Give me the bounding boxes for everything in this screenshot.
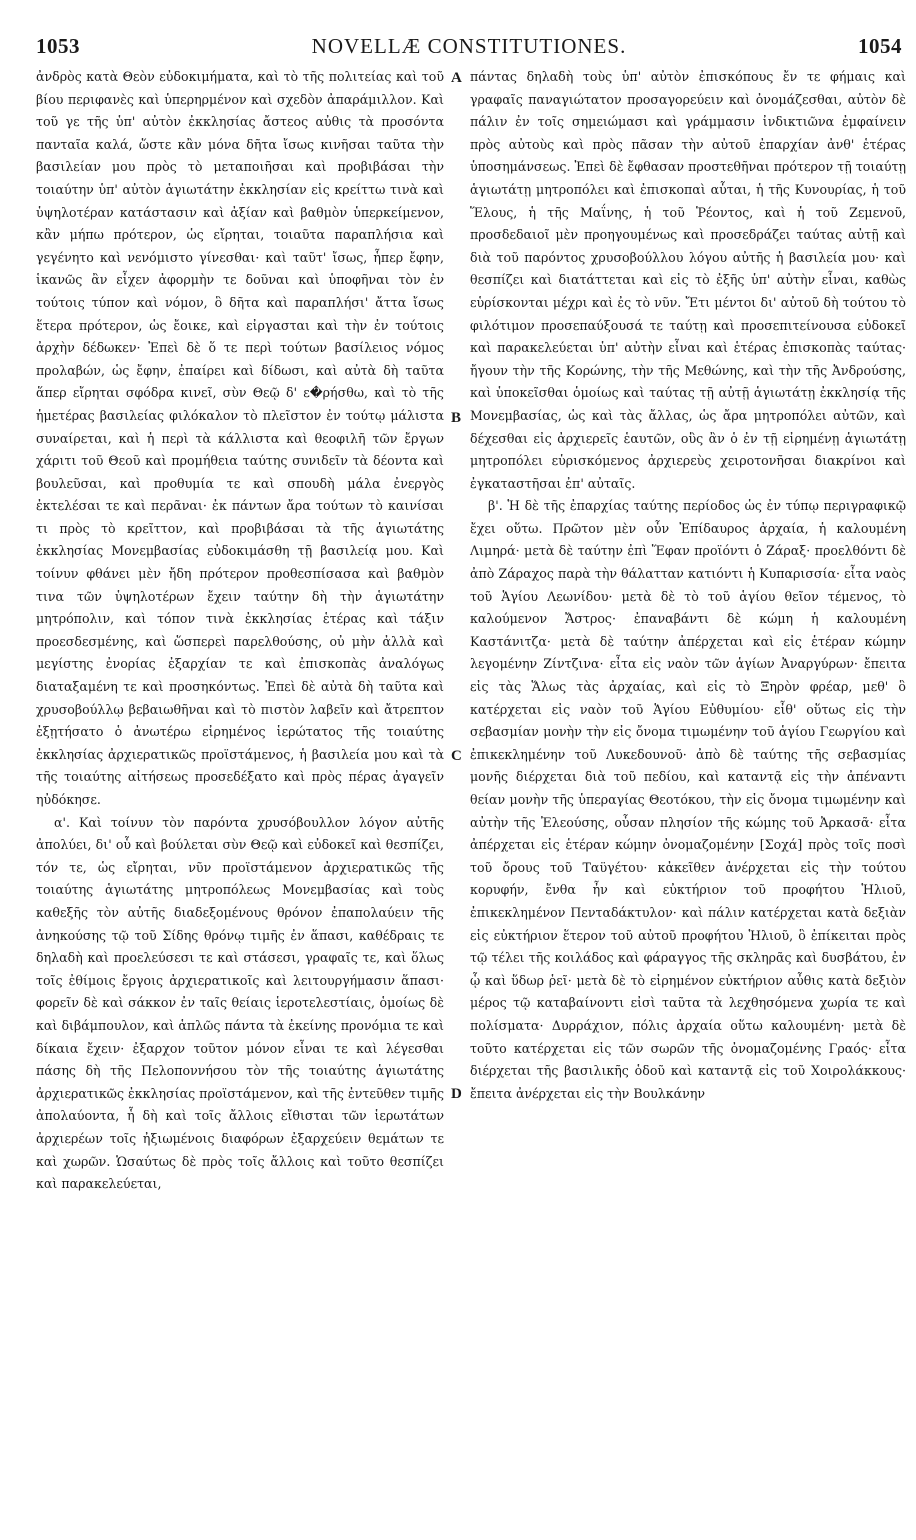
running-title: NOVELLÆ CONSTITUTIONES.	[311, 34, 627, 58]
right-page-number: 1054	[858, 34, 902, 58]
margin-letter-a: A	[451, 70, 462, 86]
left-page-number: 1053	[36, 34, 80, 58]
margin-letter-d: D	[451, 1086, 462, 1102]
left-column	[36, 66, 444, 1196]
right-paragraph-beta: β'. Ἡ δὲ τῆς ἐπαρχίας ταύτης περίοδος ὡς ἐν τύπῳ περιγραφικῷ ἔχει οὕτω. Πρῶτον μὲν οὖν Ἐπίδαυρος ἀρχαία, ἡ καλουμένη Λιμηρά· μετὰ δὲ ταύτην ἐπὶ Ἕφαν προϊόντι ὁ Ζάραξ· προελθόντι δὲ ἀπὸ Ζάραχος παρὰ τὴν θάλατταν κατιόντι ἡ Κυπαρισσία· εἶτα ναὸς τοῦ Ἁγίου Λεωνίδου· μετὰ δὲ τὸ τοῦ ἁγίου θεῖον τέμενος, τὸ καλούμενον Ἄστρος· ἐπαναβάντι δὲ κώμη ἡ καλουμένη Καστάνιτζα· μετὰ δὲ ταύτην ἀπέρχεται καὶ εἰς ἑτέραν κώμην λεγομένην Ζίντζινα· εἶτα εἰς ναὸν τῶν ἁγίων Ἀναργύρων· ἔπειτα εἰς τὰς Ἅλως τὰς ἀρχαίας, καὶ εἰς τὸ Ξηρὸν φρέαρ, μεθ' ὃ κατέρχεται εἰς ναὸν τοῦ Ἁγίου Εὐθυμίου· εἶθ' οὕτως εἰς τὴν σεβασμίαν μονὴν τὴν εἰς ὄνομα τιμωμένην τοῦ ἁγίου Γεωργίου καὶ ἐπικεκλημένην τοῦ Λυκεδουνοῦ· ἀπὸ δὲ ταύτης τῆς σεβασμίας μονῆς διέρχεται διὰ τοῦ πεδίου, καὶ καταντᾷ εἰς τὴν ἀπέναντι θείαν μονὴν τῆς ὑπεραγίας Θεοτόκου, τὴν εἰς ὄνομα τιμωμένην καὶ αὐτὴν τῆς Ἐλεούσης, οὖσαν πλησίον τῆς κώμης τοῦ Ἀρκασᾶ· εἶτα ἀπέρχεται εἰς ἑτέραν κώμην ὀνομαζομένην [Σοχά] πρὸς τοῖς ποσὶ τοῦ ὄρους τοῦ Ταϋγέτου· κἀκεῖθεν ἀνέρχεται εἰς τὴν τούτου κορυφήν, ἔνθα ἦν καὶ εὐκτήριον τοῦ προφήτου Ἡλιοῦ, ἐπικεκλημένον Πενταδάκτυλον· καὶ πάλιν κατέρχεται κατὰ δεξιὰν εἰς εὐκτήριον ἕτερον τοῦ αὐτοῦ προφήτου Ἡλιοῦ, ὃ ἐπίκειται πρὸς τῷ τέλει τῆς κοιλάδος καὶ φάραγγος τῆς σκληρᾶς καὶ δυσβάτου, ἐν ᾧ καὶ ὕδωρ ῥεῖ· μετὰ δὲ τὸ εἰρημένον εὐκτήριον αὖθις κατὰ δεξιὸν μέρος τῷ καταβαίνοντι εἰσὶ ταῦτα τὰ λεχθησόμενα χωρία τε καὶ πολίσματα· Δυρράχιον, πόλις ἀρχαία οὕτω καλουμένη· μετὰ δὲ τοῦτο κατέρχεται εἰς τῶν σωρῶν τῆς ὀνομαζομένης Γραός· εἶτα διέρχεται τῆς βασιλικῆς ὁδοῦ καὶ καταντᾷ εἰς τοῦ Χοιρολάκκους· ἔπειτα ἀνέρχεται εἰς τὴν Βουλκάνην	[470, 498, 906, 1101]
left-paragraph-preamble: ἀνδρὸς κατὰ Θεὸν εὐδοκιμήματα, καὶ τὸ τῆς πολιτείας καὶ τοῦ βίου περιφανὲς καὶ ὑπερηρμένον καὶ σχεδὸν ἀπαράμιλλον. Καὶ τοῦ γε τῆς ὑπ' αὐτὸν ἐκκλησίας ἄστεος αὐθις τὰ προσόντα πανταῖα καλά, ὥστε κἂν μόνα δῆτα ἴσως κινῆσαι ταῦτα τὴν βασιλείαν μου πρὸς τὸ μεταποιῆσαι καὶ προβιβάσαι τὴν τοιαύτην ὑπ' αὐτὸν ἁγιωτάτην ἐκκλησίαν εἰς κρείττω τινὰ καὶ ὑψηλοτέραν κατάστασιν καὶ ἀξίαν καὶ βαθμὸν ὑπερκείμενον, κἂν μήπω πρότερον, ὡς εἴρηται, τοιαῦτα παραπλήσια καὶ γεγένητο καὶ νενόμιστο γίνεσθαι· καὶ ταῦτ' ἴσως, ἧπερ ἔφην, ἱκανῶς ἂν εἶχεν ἀφορμὴν τε δοῦναι καὶ ὑποφῆναι τὸν ἐν τούτοις τύπον καὶ νόμον, ὃ δῆτα καὶ παραπλήσι' ἄττα ἴσως ἕτερα πρότερον, ὡς ἔοικε, καὶ εἰργασται καὶ τὴν ἐν τούτοις ἀρχὴν δέδωκεν· Ἐπεὶ δὲ ὅ τε περὶ τούτων βασίλειος νόμος προλαβών, ὡς ἔφην, ἐπαίρει καὶ δίδωσι, καὶ αὐτὰ δὴ ταῦτα ἅπερ εἴρηται σφόδρα κινεῖ, σὺν Θεῷ δ' ε�ρήσθω, καὶ τὸ τῆς ἡμετέρας βασιλείας φιλόκαλον τὸ πλεῖστον ἐν τούτῳ μάλιστα συναίρεται, καὶ ἡ περὶ τὰ κάλλιστα καὶ θεοφιλῆ τῶν ἔργων χάριτι τοῦ Θεοῦ καὶ προμήθεια ταύτης συνιδεῖν τὰ δέοντα καὶ βουλεῦσαι, καὶ προθυμία τε καὶ σπουδὴ μάλα ἐνεργὸς ἐκτελέσαι τε καὶ περᾶναι· ἐκ πάντων ἄρα τούτων τὸ καινίσαι τι πρὸς τὸ κρεῖττον, καὶ προβιβάσαι τὰ τῆς ἁγιωτάτης ἐκκλησίας Μονεμβασίας εὐδοκιμάσθη τῇ βασιλείᾳ μου. Καὶ τοίνυν φθάνει μὲν ἤδη πρότερον προθεσπίσασα καὶ βαθμὸν τινα τῶν ὑψηλοτέρων ἔχειν ταύτην δὴ τὴν ἁγιωτάτην μητρόπολιν, καὶ τόπον τινὰ ἐκκλησίας ἑτέρας καὶ τάξιν προεσδεσμένης, καὶ ὥσπερεὶ παρελθούσης, οὐ μὴν ἀλλὰ καὶ μεγίστης ἐνορίας ἐξαρχίαν τε καὶ ἐπισκοπὰς ἀναλόγως διαταξαμένη τε καὶ προσηκόντως. Ἐπεὶ δὲ αὐτὰ δὴ ταῦτα καὶ χρυσοβούλλῳ βεβαιωθῆναι καὶ τὸ πιστὸν λαβεῖν καὶ ἄτρεπτον ἐξῃτήσατο ὁ ἀνωτέρω εἰρημένος ἱερώτατος τῆς τοιαύτης ἐκκλησίας ἀρχιερατικῶς προϊστάμενος, ἡ βασιλεία μου καὶ τὰ τῆς τοιαύτης αἰτήσεως προσεδέξατο καὶ πρὸς πέρας ἀγαγεῖν ηὐδόκησε.	[36, 69, 444, 807]
left-paragraph-alpha: α'. Καὶ τοίνυν τὸν παρόντα χρυσόβουλλον λόγον αὐτῆς ἀπολύει, δι' οὗ καὶ βούλεται σὺν Θεῷ καὶ εὐδοκεῖ καὶ θεσπίζει, τόν τε, ὡς εἴρηται, νῦν προϊστάμενον ἀρχιερατικῶς τῆς τοιαύτης ἁγιωτάτης μητροπόλεως Μονεμβασίας καὶ τοὺς καθεξῆς τὸν αὐτῆς διαδεξομένους θρόνον ἐπαπολαύειν τῆς ἀνηκούσης τῷ τοῦ Σίδης θρόνῳ τιμῆς ἐν ἅπασι, καθέδραις τε δηλαδὴ καὶ προελεύσεσι τε καὶ στάσεσι, γραφαῖς τε, καὶ ὅλως τοῖς ἐθίμοις ἔργοις ἀρχιερατικοῖς καὶ λειτουργήμασιν ἅπασι· φορεῖν δὲ καὶ σάκκον ἐν ταῖς θείαις ἱεροτελεστίαις, ὁμοίως δὲ καὶ διβάμπουλον, καὶ ἁπλῶς πάντα τὰ ἐκείνης προνόμια τε καὶ δίκαια ἔχειν· ἐξαρχον τοῦτον μόνον εἶναι τε καὶ λέγεσθαι πάσης δὴ τῆς Πελοποννήσου τὸν τῆς τοιαύτης ἁγιωτάτης ἀρχιερατικῶς ἐκκλησίας προϊστάμενον, καὶ τῆς ἐντεῦθεν τιμῆς ἀπολαύοντα, ἧ δὴ καὶ τοῖς ἄλλοις εἴθισται τῶν ἱερωτάτων ἀρχιερέων τοῖς ἠξιωμένοις διαφόρων ἐξαρχεύειν θεμάτων τε καὶ χωρῶν. Ὡσαύτως δὲ πρὸς τοῖς ἄλλοις καὶ τοῦτο θεσπίζει καὶ παρακελεύεται,	[36, 814, 444, 1192]
page-header	[36, 34, 902, 64]
right-column	[470, 66, 906, 1105]
right-paragraph-continuation: πάντας δηλαδὴ τοὺς ὑπ' αὐτὸν ἐπισκόπους ἔν τε φήμαις καὶ γραφαῖς παναγιώτατον προσαγορεύειν καὶ ὀνομάζεσθαι, αὐτὸν δὲ πάλιν ἐν τοῖς σημειώμασι καὶ γράμμασιν ἰνδικτιῶνα ἐμφαίνειν πρὸς αὐτοὺς καὶ πρὸς πᾶσαν τὴν αὐτοῦ ἐπαρχίαν ἀνθ' ἑτέρας ὑποσημάνσεως. Ἐπεὶ δὲ ἔφθασαν προστεθῆναι πρότερον τῇ τοιαύτῃ ἁγιωτάτῃ μητροπόλει καὶ ἐπισκοπαὶ αὗται, ἡ τῆς Κυνουρίας, ἡ τοῦ Ἕλους, ἡ τῆς Μαΐνης, ἡ τοῦ Ῥέοντος, καὶ ἡ τοῦ Ζεμενοῦ, προσδεδαιοῖ μὲν προηγουμένως καὶ προσεδράζει ταύτας αὐτῇ καὶ διὰ τοῦ παρόντος χρυσοβούλλου λόγου αὐτῆς ἡ βασιλεία μου· καὶ θεσπίζει καὶ διατάττεται καὶ εἰς τὸ ἐξῆς ὑπ' αὐτὴν εἶναι, καθὼς εὑρίσκονται μέχρι καὶ ἐς τὸ νῦν. Ἔτι μέντοι δι' αὐτοῦ δὴ τούτου τὸ φιλότιμον προσεπαύξουσά τε ταύτῃ καὶ προσεπιτείνουσα εὐδοκεῖ καὶ παρακελεύεται ὑπ' αὐτὴν εἶναι καὶ ἑτέρας ἐπισκοπὰς ταύτας· ἤγουν τὴν τῆς Κορώνης, τὴν τῆς Μεθώνης, καὶ τὴν τῆς Ἀνδρούσης, καὶ ὑποκεῖσθαι ὁμοίως καὶ ταύτας τῇ αὐτῇ ἁγιωτάτῃ ἐκκλησίᾳ τῆς Μονεμβασίας, ὡς καὶ τὰς ἄλλας, ὡς ἄρα μητροπόλει αὐτῶν, καὶ δέχεσθαι εἰς ἀρχιερεῖς ἑαυτῶν, οὓς ἂν ὁ ἐν τῇ εἰρημένῃ ἁγιωτάτῃ μητροπόλει εὑρισκόμενος ἀρχιερεὺς χειροτονῆσαι διακρίνοι καὶ ἐγκαταστῆσαι ἐπ' αὐταῖς.	[470, 69, 906, 491]
margin-letter-c: C	[451, 748, 462, 764]
margin-letter-b: B	[451, 410, 462, 426]
